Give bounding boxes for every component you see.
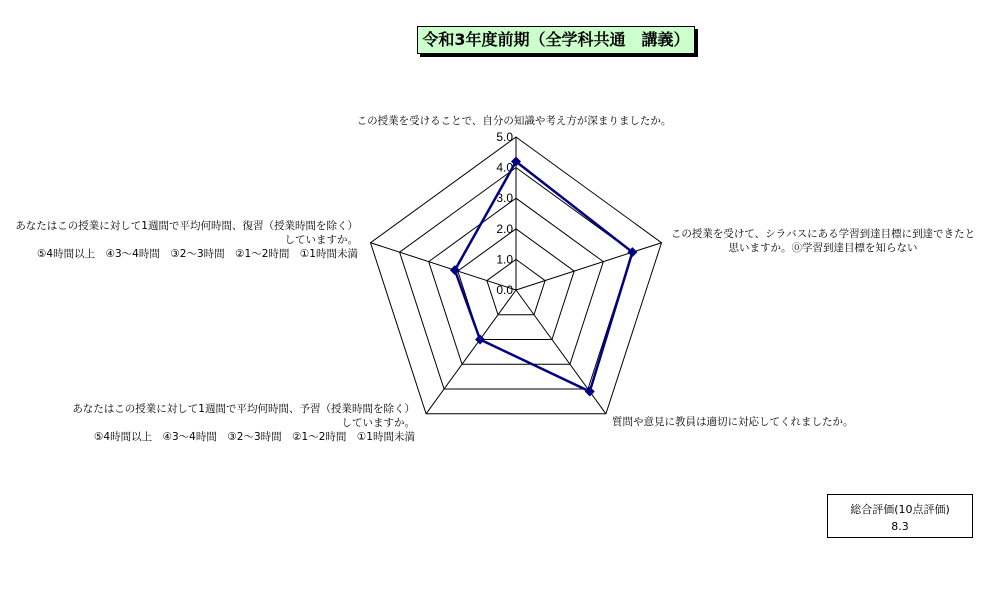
tick-label: 0.0 (496, 283, 513, 297)
tick-label: 4.0 (496, 160, 513, 175)
chart-title: 令和3年度前期（全学科共通 講義） (417, 26, 695, 54)
axis-label (671, 227, 975, 254)
axis-label (15, 219, 358, 260)
axis-label-line: この授業を受けることで、自分の知識や考え方が深まりましたか。 (356, 115, 672, 127)
axis-label (72, 402, 415, 443)
axis-label-line: あなたはこの授業に対して1週間で平均何時間、予習（授業時間を除く） (72, 403, 415, 415)
tick-label: 2.0 (496, 221, 513, 236)
axis-label-line: あなたはこの授業に対して1週間で平均何時間、復習（授業時間を除く） (15, 220, 358, 232)
data-point (475, 335, 485, 345)
overall-score-box (827, 494, 973, 538)
grid-spoke (370, 243, 516, 290)
grid-spoke (516, 243, 662, 290)
axis-label (357, 114, 672, 127)
tick-label: 5.0 (496, 130, 513, 144)
axis-label-line: ⑤4時間以上 ④3～4時間 ③2～3時間 ②1～2時間 ①1時間未満 (93, 431, 415, 443)
grid-spoke (426, 290, 516, 414)
grid-spoke (516, 290, 606, 414)
axis-label-line: この授業を受けて、シラバスにある学習到達目標に到達できたと (670, 228, 976, 240)
axis-label-line: していますか。 (284, 234, 358, 246)
tick-label: 3.0 (496, 191, 513, 206)
axis-label-line: ⑤4時間以上 ④3～4時間 ③2～3時間 ②1～2時間 ①1時間未満 (36, 248, 358, 260)
axis-label (612, 415, 854, 428)
axis-label-line: していますか。 (341, 417, 415, 429)
data-point (585, 386, 595, 396)
axis-label-line: 質問や意見に教員は適切に対応してくれましたか。 (612, 416, 854, 428)
data-series-line (455, 161, 633, 391)
overall-score-value: 8.3 (891, 520, 909, 533)
overall-score-label: 総合評価(10点評価) (850, 503, 950, 516)
tick-label: 1.0 (496, 252, 513, 267)
axis-label-line: 思いますか。⓪学習到達目標を知らない (728, 242, 918, 254)
